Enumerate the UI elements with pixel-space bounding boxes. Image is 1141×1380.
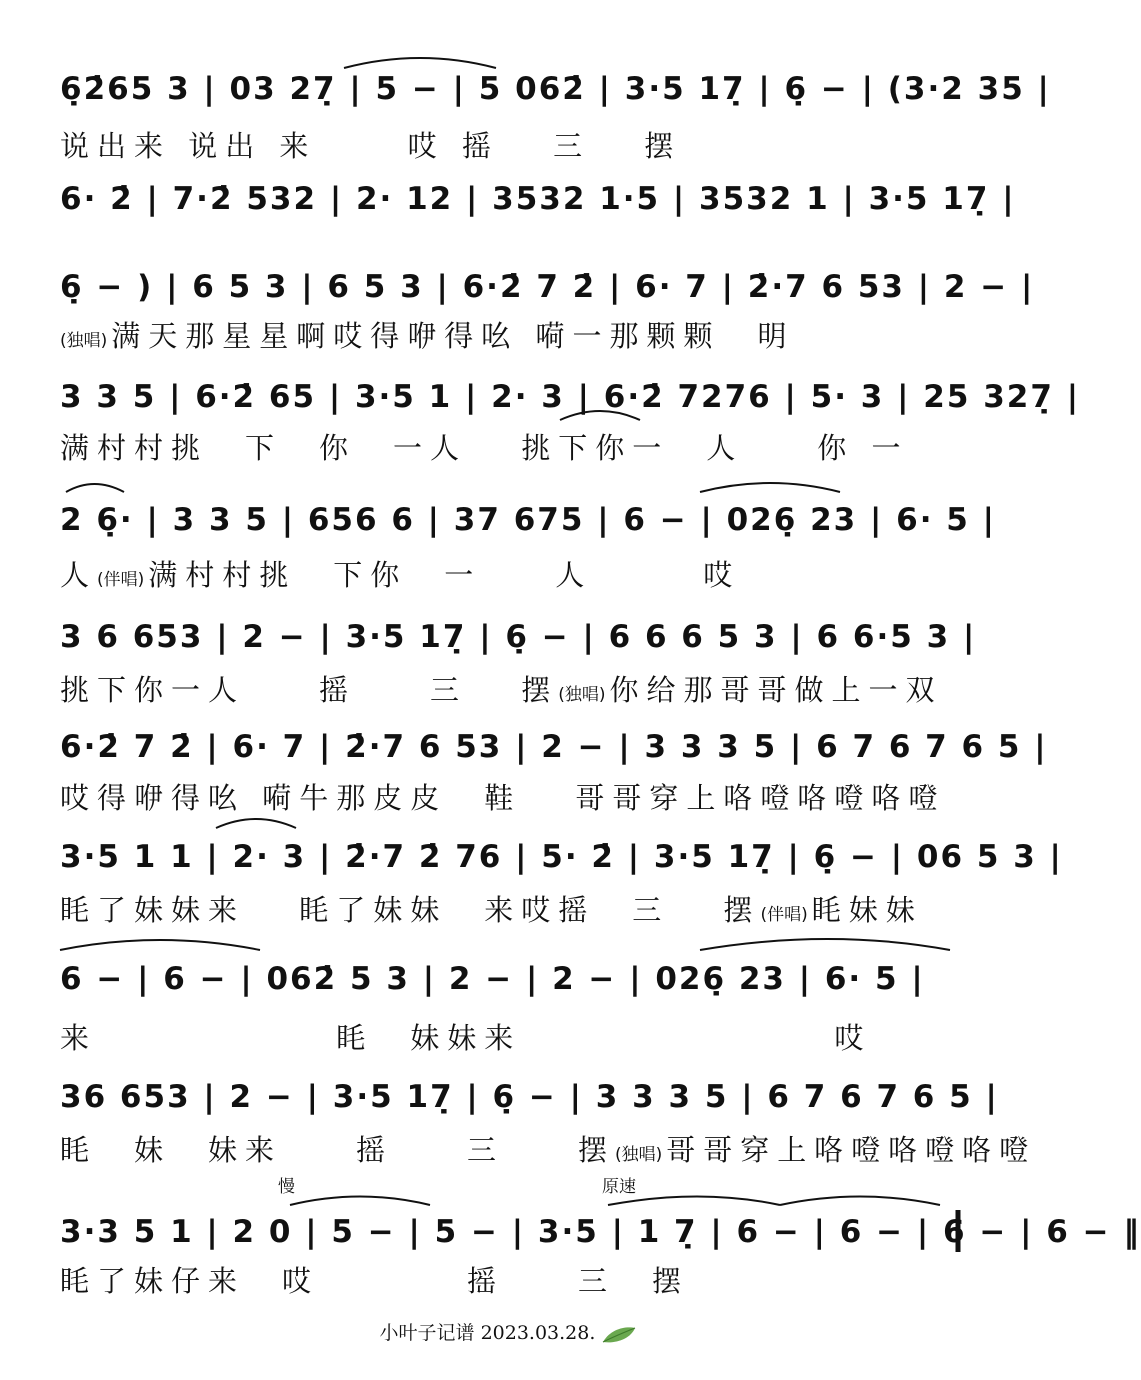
note-line: 6̣ − ) | 6 5 3 | 6 5 3 | 6·2̇ 7 2̇ | 6· 7 | 2̇·7 6 53 | 2 − | bbox=[60, 269, 1035, 305]
slur-arc bbox=[700, 483, 840, 492]
slur-arc bbox=[216, 819, 296, 828]
note-line: 6·2̇ 7 2̇ | 6· 7 | 2̇·7 6 53 | 2 − | 3 3 3 5 | 6 7 6 7 6 5 | bbox=[60, 729, 1048, 765]
tempo-mark-original: 原速 bbox=[602, 1177, 636, 1197]
note-line: 3 6 653 | 2 − | 3·5 17̣ | 6̣ − | 6 6 6 5 3 | 6 6·5 3 | bbox=[60, 619, 977, 655]
lyric-line: 眊了妹仔来 哎 摇 三 摆 bbox=[60, 1264, 690, 1298]
lyric-line: 来 眊 妹妹来 哎 bbox=[60, 1021, 872, 1055]
lyric-text: 你给那哥哥做上一双 bbox=[609, 673, 943, 707]
footer-text: 小叶子记谱 2023.03.28. bbox=[379, 1322, 596, 1344]
lyric-line bbox=[60, 890, 960, 930]
slur-arc bbox=[60, 940, 260, 950]
voice-tag: (独唱) bbox=[60, 331, 108, 351]
lyric-text: 哥哥穿上咯噔咯噔咯噔 bbox=[666, 1133, 1037, 1167]
note-line: 6 − | 6 − | 062̇ 5 3 | 2 − | 2 − | 026̣ 23 | 6· 5 | bbox=[60, 961, 925, 997]
lyric-text: 人 bbox=[60, 558, 98, 592]
lyric-text: 满村村挑 下你 一 人 哎 bbox=[148, 558, 741, 592]
note-line: 6· 2̇ | 7·2̇ 532 | 2· 12 | 3532 1·5 | 3532 1 | 3·5 17̣ | bbox=[60, 181, 1016, 217]
tempo-mark-slow: 慢 bbox=[278, 1177, 295, 1197]
lyric-line bbox=[60, 1130, 1037, 1170]
lyric-line bbox=[60, 670, 960, 710]
slur-arc bbox=[700, 939, 950, 950]
slur-arc bbox=[608, 1197, 780, 1206]
voice-tag: (独唱) bbox=[615, 1145, 663, 1165]
lyric-line: 满村村挑 下 你 一人 挑下你一 人 你 一 bbox=[60, 431, 909, 465]
note-line: 3·5 1 1 | 2· 3 | 2̇·7 2̇ 76 | 5· 2̇ | 3·5 17̣ | 6̣ − | 06 5 3 | bbox=[60, 839, 1063, 875]
voice-tag: (伴唱) bbox=[760, 905, 808, 925]
note-line: 2 6̣· | 3 3 5 | 656 6 | 37 675 | 6 − | 026̣ 23 | 6· 5 | bbox=[60, 502, 996, 538]
voice-tag: (独唱) bbox=[558, 685, 606, 705]
lyric-text: 满天那星星啊哎得咿得吆 嗬一那颗颗 明 bbox=[111, 319, 795, 353]
leaf-icon bbox=[601, 1324, 637, 1344]
lyric-line: 说出来 说出 来 哎 摇 三 摆 bbox=[60, 129, 682, 163]
note-line: 3·3 5 1 | 2 0 | 5 − | 5 − | 3·5 | 1 7̣ | 6 − | 6 − | 6 − | 6 − ‖ bbox=[60, 1214, 1141, 1250]
note-line: 6̣2̇65 3 | 03 27̣ | 5 − | 5 062̇ | 3·5 17̣ | 6̣ − | (3·2 35 | bbox=[60, 71, 1051, 107]
lyric-line bbox=[60, 555, 960, 595]
lyric-text: 眊 妹 妹来 摇 三 摆 bbox=[60, 1133, 616, 1167]
note-line: 36 653 | 2 − | 3·5 17̣ | 6̣ − | 3 3 3 5 | 6 7 6 7 6 5 | bbox=[60, 1079, 999, 1115]
voice-tag: (伴唱) bbox=[97, 570, 145, 590]
slur-arc bbox=[66, 484, 124, 492]
lyric-text: 眊妹妹 bbox=[811, 893, 923, 927]
lyric-text: 挑下你一人 摇 三 摆 bbox=[60, 673, 559, 707]
lyric-line: 哎得咿得吆 嗬牛那皮皮 鞋 哥哥穿上咯噔咯噔咯噔 bbox=[60, 781, 946, 815]
footer bbox=[0, 1318, 1017, 1345]
lyric-line bbox=[60, 316, 960, 356]
slur-arc bbox=[780, 1197, 940, 1206]
slur-arc bbox=[290, 1197, 430, 1206]
note-line: 3 3 5 | 6·2̇ 65 | 3·5 1 | 2· 3 | 6·2̇ 7276 | 5· 3 | 25 327̣ | bbox=[60, 379, 1081, 415]
lyric-text: 眊了妹妹来 眊了妹妹 来哎摇 三 摆 bbox=[60, 893, 761, 927]
